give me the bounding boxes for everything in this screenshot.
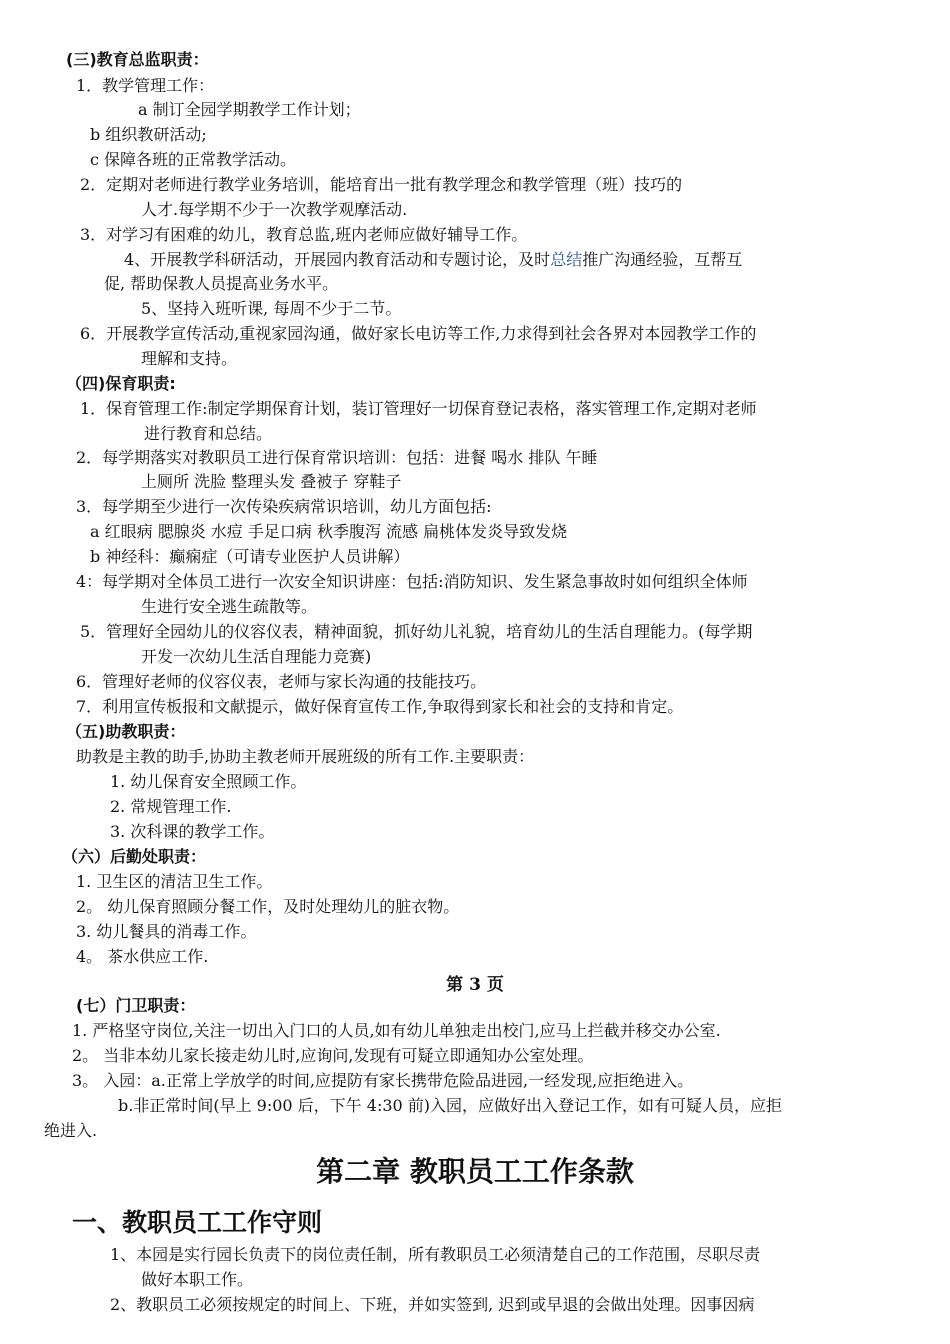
s7-line-3: 3。 入园：a.正常上学放学的时间,应提防有家长携带危险品进园,一经发现,应拒绝进入。 xyxy=(72,1071,694,1090)
s4-line-5: 3．每学期至少进行一次传染疾病常识培训，幼儿方面包括: xyxy=(76,497,492,516)
page-number: 第 3 页 xyxy=(446,975,504,995)
section-heading: 一、教职员工工作守则 xyxy=(72,1208,323,1237)
s4-line-6: a 红眼病 腮腺炎 水痘 手足口病 秋季腹泻 流感 扁桃体发炎导致发烧 xyxy=(90,522,568,541)
rules-line-1: 1、本园是实行园长负责下的岗位责任制，所有教职员工必须清楚自己的工作范围，尽职尽责 xyxy=(110,1245,761,1264)
s4-line-13: 7．利用宣传板报和文献提示，做好保育宣传工作,争取得到家长和社会的支持和肯定。 xyxy=(76,697,684,716)
chapter-title: 第二章 教职员工工作条款 xyxy=(316,1155,634,1188)
s5-line-1: 助教是主教的助手,协助主教老师开展班级的所有工作.主要职责： xyxy=(76,747,535,766)
s6-line-3: 3. 幼儿餐具的消毒工作。 xyxy=(76,922,257,941)
s6-line-2: 2。 幼儿保育照顾分餐工作，及时处理幼儿的脏衣物。 xyxy=(76,897,460,916)
s5-line-2: 1. 幼儿保育安全照顾工作。 xyxy=(110,772,307,791)
s7-line-5: 绝进入. xyxy=(44,1121,98,1140)
section-title-care: （四)保育职责: xyxy=(66,374,176,393)
s5-line-3: 2. 常规管理工作. xyxy=(110,797,232,816)
s4-line-3: 2．每学期落实对教职员工进行保育常识培训：包括：进餐 喝水 排队 午睡 xyxy=(76,448,598,467)
s3-line-8 xyxy=(124,249,742,271)
s4-line-4: 上厕所 洗脸 整理头发 叠被子 穿鞋子 xyxy=(141,472,402,491)
s6-line-1: 1. 卫生区的清洁卫生工作。 xyxy=(76,872,273,891)
s7-line-2: 2。 当非本幼儿家长接走幼儿时,应询问,发现有可疑立即通知办公室处理。 xyxy=(72,1046,594,1065)
s3-line-8-b: 推广沟通经验，互帮互 xyxy=(582,250,743,269)
s4-line-11: 开发一次幼儿生活自理能力竞赛) xyxy=(141,647,372,666)
s3-line-8-a: 4、开展教学科研活动，开展园内教育活动和专题讨论，及时 xyxy=(124,250,551,269)
s3-line-11: 6．开展教学宣传活动,重视家园沟通，做好家长电访等工作,力求得到社会各界对本园教学工作的 xyxy=(80,324,757,343)
s7-line-1: 1. 严格坚守岗位,关注一切出入门口的人员,如有幼儿单独走出校门,应马上拦截并移交办公室. xyxy=(72,1021,721,1040)
section-title-education-director: (三)教育总监职责： xyxy=(66,50,209,69)
s5-line-4: 3. 次科课的教学工作。 xyxy=(110,822,275,841)
s3-line-2: a 制订全园学期教学工作计划； xyxy=(138,100,361,119)
s4-line-7: b 神经科：癫痫症（可请专业医护人员讲解） xyxy=(90,547,410,566)
s3-line-6: 人才.每学期不少于一次教学观摩活动. xyxy=(141,200,408,219)
s6-line-4: 4。 茶水供应工作. xyxy=(76,947,209,966)
summary-link[interactable]: 总结 xyxy=(550,250,583,269)
s3-line-9: 促, 帮助保教人员提高业务水平。 xyxy=(104,274,339,293)
s4-line-1: 1．保育管理工作:制定学期保育计划，装订管理好一切保育登记表格，落实管理工作,定期对老师 xyxy=(80,399,757,418)
s3-line-3: b 组织教研活动; xyxy=(90,125,207,144)
s3-line-12: 理解和支持。 xyxy=(141,349,238,368)
s3-line-10: 5、坚持入班听课, 每周不少于二节。 xyxy=(141,299,402,318)
section-title-guard: (七）门卫职责： xyxy=(76,996,196,1015)
s7-line-4: b.非正常时间(早上 9:00 后，下午 4:30 前)入园，应做好出入登记工作，如有可疑人员，应拒 xyxy=(118,1096,783,1115)
s4-line-10: 5．管理好全园幼儿的仪容仪表，精神面貌，抓好幼儿礼貌，培育幼儿的生活自理能力。(每学期 xyxy=(80,622,753,641)
s4-line-12: 6．管理好老师的仪容仪表，老师与家长沟通的技能技巧。 xyxy=(76,672,487,691)
s3-line-4: c 保障各班的正常教学活动。 xyxy=(90,150,297,169)
s4-line-9: 生进行安全逃生疏散等。 xyxy=(141,597,318,616)
section-title-logistics: （六）后勤处职责： xyxy=(62,847,207,866)
s3-line-7: 3．对学习有困难的幼儿，教育总监,班内老师应做好辅导工作。 xyxy=(80,225,528,244)
s4-line-8: 4：每学期对全体员工进行一次安全知识讲座：包括:消防知识、发生紧急事故时如何组织全体师 xyxy=(76,572,748,591)
s4-line-2: 进行教育和总结。 xyxy=(144,424,273,443)
rules-line-2: 做好本职工作。 xyxy=(141,1270,254,1289)
section-title-assistant: （五)助教职责： xyxy=(66,722,186,741)
s3-line-5: 2．定期对老师进行教学业务培训，能培育出一批有教学理念和教学管理（班）技巧的 xyxy=(80,175,683,194)
s3-line-1: 1．教学管理工作： xyxy=(76,76,215,95)
rules-line-3: 2、教职员工必须按规定的时间上、下班，并如实签到, 迟到或早退的会做出处理。因事因病 xyxy=(110,1295,755,1314)
